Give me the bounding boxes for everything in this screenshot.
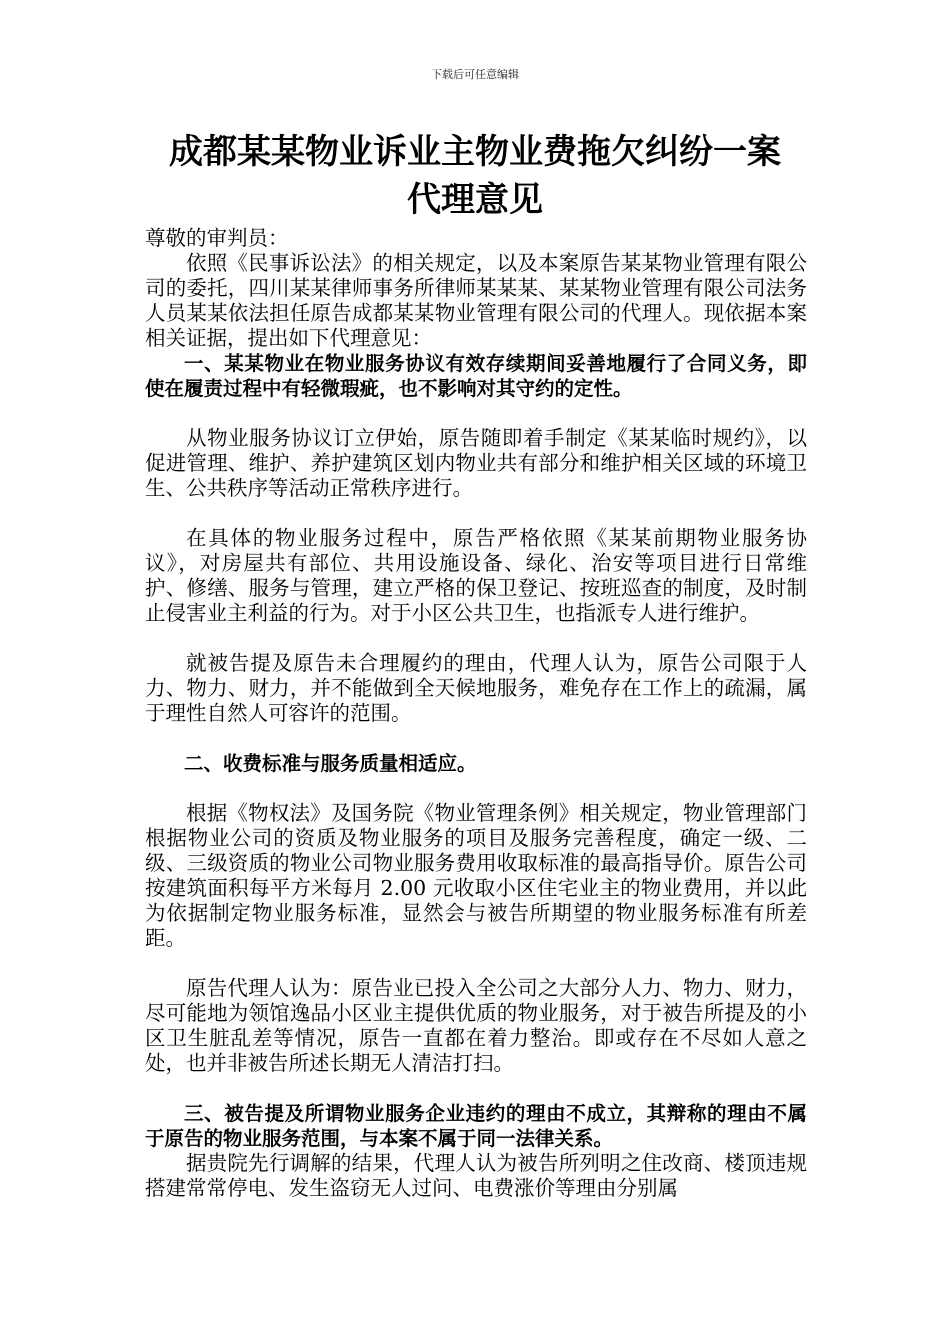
title-line-2: 代理意见: [407, 180, 543, 220]
section-heading-2: 二、收费标准与服务质量相适应。: [184, 752, 477, 775]
paragraph: 根据《物权法》及国务院《物业管理条例》相关规定，物业管理部门根据物业公司的资质及物业服务的项目及服务完善程度，确定一级、二级、三级资质的物业公司物业服务费用收取标准的最高指导价。原告公司按建筑面积每平方米每月 2.00 元收取小区住宅业主的物业费用，并以此为依据制定物业服务标准，显然会与被告所期望的物业服务标准有所差距。: [145, 801, 807, 950]
section-heading-1: 一、某某物业在物业服务协议有效存续期间妥善地履行了合同义务，即使在履责过程中有轻微瑕疵，也不影响对其守约的定性。: [145, 352, 807, 400]
paragraph: 从物业服务协议订立伊始，原告随即着手制定《某某临时规约》，以促进管理、维护、养护建筑区划内物业共有部分和维护相关区域的环境卫生、公共秩序等活动正常秩序进行。: [145, 426, 807, 500]
paragraph-intro: 依照《民事诉讼法》的相关规定，以及本案原告某某物业管理有限公司的委托，四川某某律师事务所律师某某某、某某物业管理有限公司法务人员某某依法担任原告成都某某物业管理有限公司的代理人。现依据本案相关证据，提出如下代理意见：: [145, 251, 807, 350]
title-line-1: 成都某某物业诉业主物业费拖欠纠纷一案: [169, 132, 781, 172]
paragraph: 据贵院先行调解的结果，代理人认为被告所列明之住改商、楼顶违规搭建常常停电、发生盗窃无人过问、电费涨价等理由分别属: [145, 1151, 807, 1200]
section-heading-3: 三、被告提及所谓物业服务企业违约的理由不成立，其辩称的理由不属于原告的物业服务范围，与本案不属于同一法律关系。: [145, 1102, 807, 1150]
paragraph: 在具体的物业服务过程中，原告严格依照《某某前期物业服务协议》，对房屋共有部位、共用设施设备、绿化、治安等项目进行日常维护、修缮、服务与管理，建立严格的保卫登记、按班巡查的制度，及时制止侵害业主利益的行为。对于小区公共卫生，也指派专人进行维护。: [145, 526, 807, 625]
page-header: 下载后可任意编辑: [431, 68, 519, 81]
document-title: [150, 128, 800, 224]
salutation: 尊敬的审判员：: [145, 226, 289, 250]
paragraph: 原告代理人认为：原告业已投入全公司之大部分人力、物力、财力，尽可能地为领馆逸品小区业主提供优质的物业服务，对于被告所提及的小区卫生脏乱差等情况，原告一直都在着力整治。即或存在不尽如人意之处，也并非被告所述长期无人清洁打扫。: [145, 976, 807, 1075]
document-body: [145, 226, 807, 1201]
paragraph: 就被告提及原告未合理履约的理由，代理人认为，原告公司限于人力、物力、财力，并不能做到全天候地服务，难免存在工作上的疏漏，属于理性自然人可容许的范围。: [145, 651, 807, 725]
